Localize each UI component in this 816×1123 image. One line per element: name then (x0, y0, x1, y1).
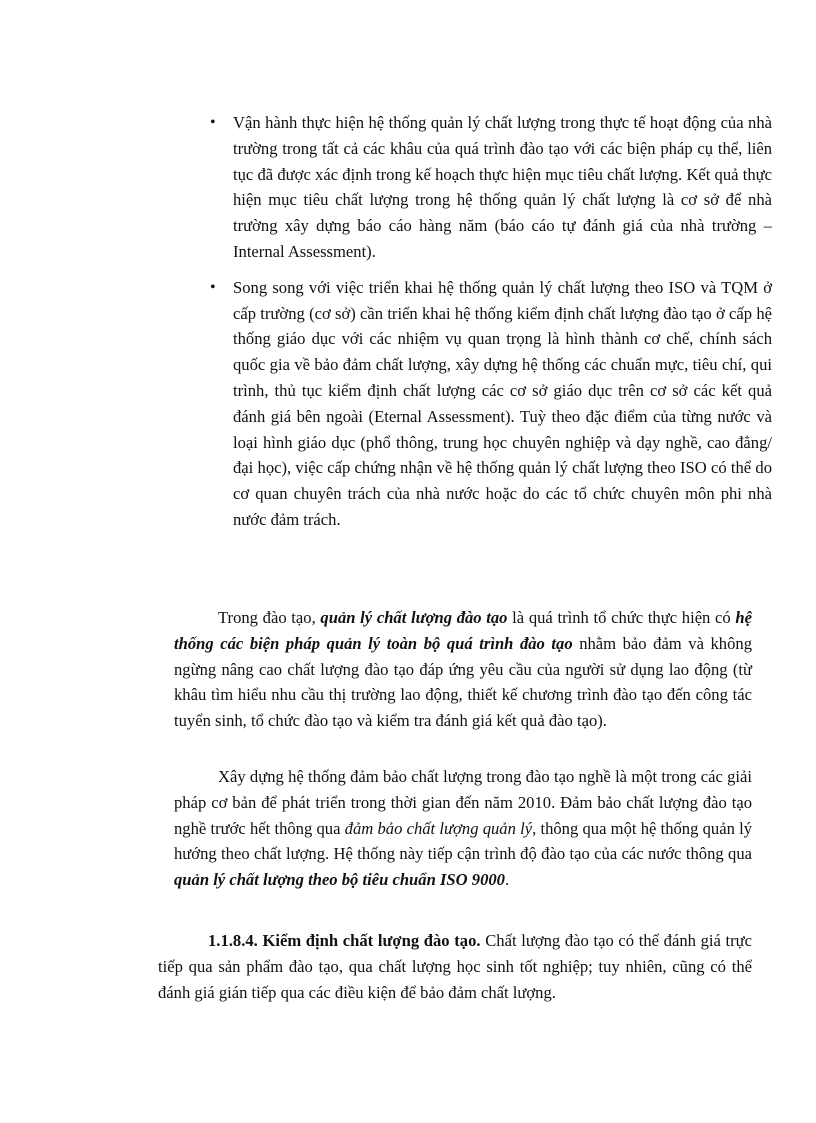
list-item (212, 110, 772, 265)
text-run: . (504, 870, 510, 890)
section-heading: 1.1.8.4. Kiểm định chất lượng đào tạo. (208, 931, 481, 950)
text-run: Xây dựng hệ thống đảm bảo chất lượng trong đào tạo nghề là một trong các giải pháp cơ bản để phát triển trong thời gian đến năm 2010. Đảm bảo chất lượng đào tạo nghề trước hết thông qua (174, 767, 752, 838)
bullet-list (212, 110, 772, 543)
bullet-text: Vận hành thực hiện hệ thống quản lý chất lượng trong thực tế hoạt động của nhà trường trong tất cả các khâu của quá trình đào tạo với các biện pháp cụ thể, liên tục đã được xác định trong kế hoạch thực hiện mục tiêu chất lượng. Kết quả thực hiện mục tiêu chất lượng trong hệ thống quản lý chất lượng là cơ sở để nhà trường xây dựng báo cáo hàng năm (báo cáo tự đánh giá của nhà trường – Internal Assessment). (233, 113, 772, 261)
paragraph-quality-management (174, 605, 752, 734)
italic-text: đảm bảo chất lượng quản lý (344, 818, 533, 838)
emphasis-text: quản lý chất lượng đào tạo (320, 608, 508, 627)
emphasis-text: quản lý chất lượng theo bộ tiêu chuẩn ISO 9000 (174, 870, 505, 890)
text-run: Trong đào tạo, (218, 608, 321, 627)
text-run: , thông qua một hệ thống quản lý hướng theo chất lượng. Hệ thống này tiếp cận trình độ đào tạo của các nước thông qua (174, 818, 752, 864)
bullet-text: Song song với việc triển khai hệ thống quản lý chất lượng theo ISO và TQM ở cấp trường (cơ sở) cần triển khai hệ thống kiểm định chất lượng đào tạo ở cấp hệ thống giáo dục với các nhiệm vụ quan trọng là hình thành cơ chế, chính sách quốc gia về bảo đảm chất lượng, xây dựng hệ thống các chuẩn mực, tiêu chí, qui trình, thủ tục kiểm định chất lượng các cơ sở giáo dục trên cơ sở các kết quả đánh giá bên ngoài (Eternal Assessment). Tuỳ theo đặc điểm của từng nước và loại hình giáo dục (phổ thông, trung học chuyên nghiệp và dạy nghề, cao đẳng/ đại học), việc cấp chứng nhận về hệ thống quản lý chất lượng theo ISO có thể do cơ quan chuyên trách của nhà nước hoặc do các tổ chức chuyên môn phi nhà nước đảm trách. (233, 277, 772, 529)
text-run: Chất lượng đào tạo có thể đánh giá trực tiếp qua sản phẩm đào tạo, qua chất lượng học sinh tốt nghiệp; tuy nhiên, cũng có thể đánh giá gián tiếp qua các điều kiện để bảo đảm chất lượng. (158, 931, 752, 1002)
bullet-icon: • (210, 114, 216, 131)
bullet-icon: • (210, 278, 216, 296)
list-item (212, 275, 772, 533)
paragraph-accreditation (158, 928, 752, 1005)
text-run: nhằm bảo đảm và không ngừng nâng cao chất lượng đào tạo đáp ứng yêu cầu của người sử dụng lao động (từ khâu tìm hiểu nhu cầu thị trường lao động, thiết kế chương trình đào tạo đến công tác tuyển sinh, tổ chức đào tạo và kiểm tra đánh giá kết quả đào tạo). (174, 633, 752, 731)
text-run: là quá trình tổ chức thực hiện có (507, 608, 736, 627)
paragraph-quality-assurance (174, 764, 752, 893)
emphasis-text: hệ thống các biện pháp quản lý toàn bộ quá trình đào tạo (174, 608, 752, 653)
